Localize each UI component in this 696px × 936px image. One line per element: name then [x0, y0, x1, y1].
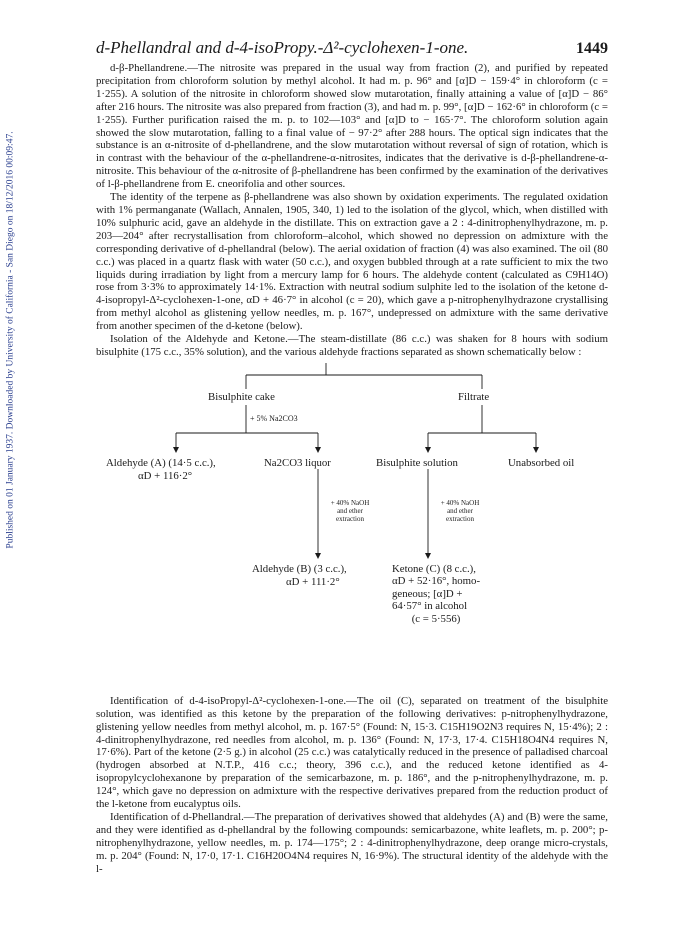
scheme-lines — [96, 363, 608, 691]
na2co3-liquor-label: Na2CO3 liquor — [264, 456, 331, 469]
aldehyde-b-rotation: αD + 111·2° — [286, 575, 340, 588]
bisulphite-cake-label: Bisulphite cake — [208, 390, 275, 403]
bisulphite-solution-label: Bisulphite solution — [376, 456, 458, 469]
running-title: d-Phellandral and d-4-isoPropy.-Δ²-cyclohexen-1-one. — [96, 38, 469, 57]
ketone-c-block: Ketone (C) (8 c.c.), αD + 52·16°, homo- geneous; [α]D + 64·57° in alcohol (c = 5·556) — [392, 562, 481, 625]
paragraph-isolation: Isolation of the Aldehyde and Ketone.—The steam-distillate (86 c.c.) was shaken for 8 hours with sodium bisulphite (175 c.c., 35% solution), and the various aldehyde fractions separated as shown schematically below : — [96, 333, 608, 358]
aldehyde-a-label: Aldehyde (A) (14·5 c.c.), — [106, 456, 216, 469]
running-header — [96, 38, 608, 62]
aldehyde-a-rotation: αD + 116·2° — [138, 469, 193, 482]
filtrate-label: Filtrate — [458, 390, 490, 403]
na2co3-reagent-label: + 5% Na2CO3 — [250, 413, 298, 423]
aldehyde-b-label: Aldehyde (B) (3 c.c.), — [252, 562, 347, 575]
paragraph-ketone-identification: Identification of d-4-isoPropyl-Δ²-cyclohexen-1-one.—The oil (C), separated on treatment of the bisulphite solution, was identified as this ketone by the preparation of the following derivatives: p-nitrophenylhydrazone, glistening yellow needles from methyl alcohol, m. p. 167·5° (Found: N, 15·3. C15H19O2N3 requires N, 15·4%); 2 : 4-dinitrophenylhydrazone, red needles from alcohol, m. p. 136° (Found: N, 17·3, 17·4. C15H18O4N4 requires N, 17·6%). Part of the ketone (2·5 g.) in alcohol (25 c.c.) was catalytically reduced in the presence of palladised charcoal (hydrogen absorbed at N.T.P., 416 c.c.; theory, 396 c.c.), and the reduced ketone identified as 4-isopropylcyclohexanone by preparation of the semicarbazone, m. p. 186°, and the p-nitrophenylhydrazone, m. p. 124°, which gave no depression on admixture with the respective derivatives prepared from the reduction product of the l-ketone from eucalyptus oils. — [96, 694, 608, 811]
naoh-extraction-left: + 40% NaOH and ether extraction — [330, 498, 370, 523]
paragraph-phellandral-identification: Identification of d-Phellandral.—The preparation of derivatives showed that aldehydes (A) and (B) were the same, and they were identified as d-phellandral by the following compounds: semicarbazone, white leaflets, m. p. 200°; p-nitrophenylhydrazone, yellow needles, m. p. 174—175°; 2 : 4-dinitrophenylhydrazone, deep orange micro-crystals, m. p. 204° (Found: N, 17·0, 17·1. C16H20O4N4 requires N, 16·9%). The structural identity of the aldehyde with the l- — [96, 811, 608, 875]
separation-scheme — [96, 363, 608, 691]
page — [96, 38, 608, 876]
unabsorbed-oil-label: Unabsorbed oil — [508, 456, 575, 469]
paragraph-phellandrene: d-β-Phellandrene.—The nitrosite was prepared in the usual way from fraction (2), and purified by repeated precipitation from chloroform solution by methyl alcohol. It had m. p. 96° and [α]D − 159·4° in chloroform (c = 1·255). A solution of the nitrosite in chloroform showed slow mutarotation, finally attaining a value of [α]D − 86° after 216 hours. The nitrosite was also prepared from fraction (3), and had m. p. 99°, [α]D − 162·6° in chloroform (c = 1·255). Further purification raised the m. p. to 102—103° and [α]D to − 165·7°. The chloroform solution again showed the slow mutarotation, falling to a final value of − 97·2° after 288 hours. The optical sign indicates that the substance is an α-nitrosite of d-phellandrene, and the slow mutarotation without reversal of sign of rotation, which is in contrast with the behaviour of the α-phellandrene-α-nitrosites, indicates that the derivative is d-β-phellandrene-α-nitrosite. This behaviour of the α-nitrosite of β-phellandrene has been confirmed by the examination of the derivatives of l-β-phellandrene from E. cneorifolia and other sources. — [96, 62, 608, 191]
naoh-extraction-right: + 40% NaOH and ether extraction — [440, 498, 480, 523]
paragraph-oxidation: The identity of the terpene as β-phellandrene was also shown by oxidation experiments. The regulated oxidation with 1% permanganate (Wallach, Annalen, 1905, 340, 1) led to the isolation of the glycol, which, when distilled with 10% sulphuric acid, gave an aldehyde in the distillate. This on extraction gave a 2 : 4-dinitrophenylhydrazone, m. p. 203—204° after recrystallisation from chloroform–alcohol, which showed no depression on admixture with the corresponding derivative of d-phellandral (below). The aerial oxidation of fraction (4) was also examined. The oil (80 c.c.) was placed in a quartz flask with water (50 c.c.), and oxygen bubbled through at a rate sufficient to mix the two liquids during irradiation by light from a mercury lamp for 6 hours. The aldehyde content (calculated as C9H14O) rose from 3·3% to approximately 14·1%. Extraction with neutral sodium sulphite led to the isolation of the ketone d-4-isopropyl-Δ²-cyclohexen-1-one, αD + 46·7° in alcohol (c = 20), which gave a p-nitrophenylhydrazone crystallising from methyl alcohol as glistening yellow needles, m. p. 167°, undepressed on admixture with the same derivative from another specimen of the d-ketone (below). — [96, 191, 608, 333]
download-notice: Published on 01 January 1937. Downloaded by University of California - San Diego on 18/12/2016 00:09:47. — [6, 131, 17, 549]
page-number: 1449 — [576, 40, 608, 57]
